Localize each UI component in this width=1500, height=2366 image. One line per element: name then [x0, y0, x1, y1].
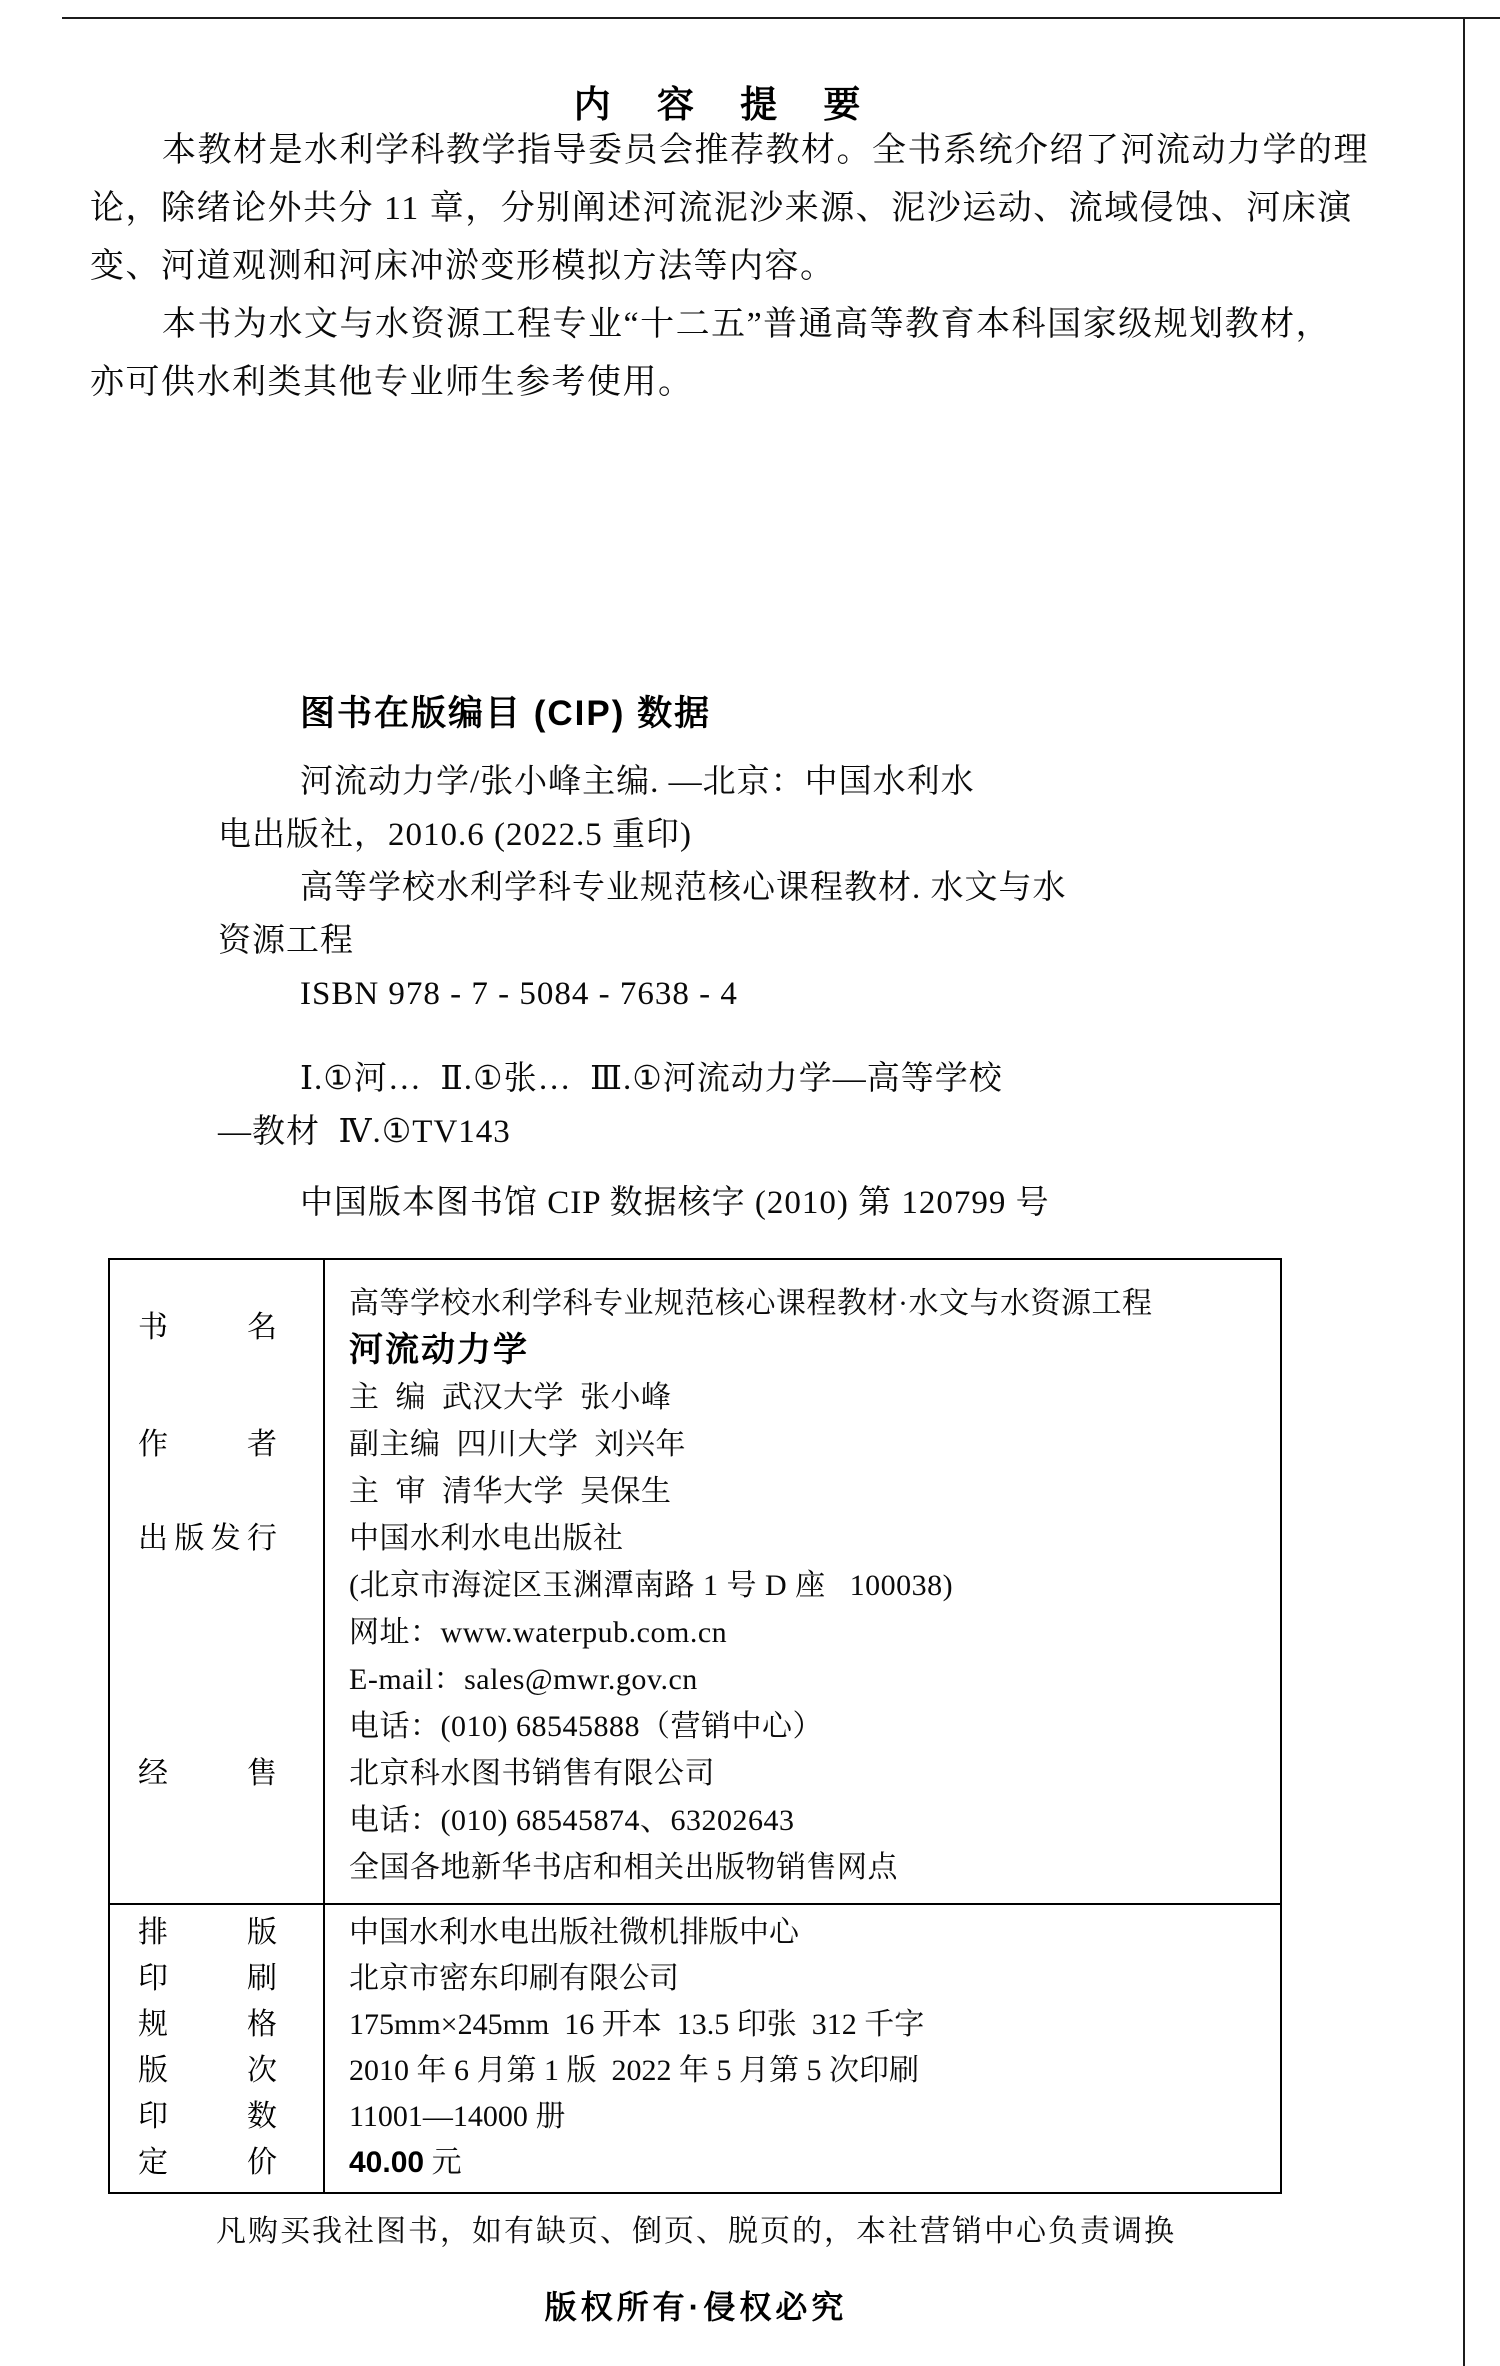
series-title: 高等学校水利学科专业规范核心课程教材·水文与水资源工程 [349, 1287, 1153, 1320]
row-label-text: 印数 [138, 2100, 277, 2133]
publisher-address: (北京市海淀区玉渊潭南路 1 号 D 座 100038) [349, 1569, 954, 1602]
print-run-value: 11001—14000 册 [349, 2100, 566, 2133]
colophon-row-authors [110, 1374, 1280, 1515]
page-edge-top-line [62, 17, 1500, 19]
row-label-text: 经售 [138, 1757, 277, 1790]
colophon-top-section [110, 1260, 1280, 1903]
chief-reviewer: 主 审 清华大学 吴保生 [349, 1475, 672, 1508]
colophon-row-printing [110, 1956, 1280, 2002]
publisher-email: E-mail：sales@mwr.gov.cn [349, 1663, 698, 1696]
colophon-row-price [110, 2140, 1280, 2186]
cip-heading: 图书在版编目 (CIP) 数据 [300, 694, 712, 733]
colophon-row-book-title [110, 1280, 1280, 1374]
colophon-row-print-run [110, 2094, 1280, 2140]
summary-line: 变、河道观测和河床冲淤变形模拟方法等内容。 [90, 248, 836, 285]
row-content [323, 1515, 1280, 1750]
row-label-text: 定价 [138, 2146, 277, 2179]
summary-line: 本书为水文与水资源工程专业“十二五”普通高等教育本科国家级规划教材， [162, 306, 1332, 343]
row-label-text: 规格 [138, 2008, 277, 2041]
chief-editor: 主 编 武汉大学 张小峰 [349, 1381, 672, 1414]
colophon-row-typesetting [110, 1910, 1280, 1956]
summary-line: 本教材是水利学科教学指导委员会推荐教材。全书系统介绍了河流动力学的理 [162, 132, 1369, 169]
publisher-website: 网址：www.waterpub.com.cn [349, 1616, 728, 1649]
row-label-text: 出版发行 [138, 1522, 277, 1555]
book-title: 河流动力学 [349, 1331, 529, 1369]
price-unit: 元 [424, 2146, 462, 2179]
colophon-row-format [110, 2002, 1280, 2048]
row-label [110, 1750, 323, 1797]
distributor-name: 北京科水图书销售有限公司 [349, 1757, 715, 1790]
row-label [110, 2094, 323, 2140]
row-content [323, 1280, 1280, 1374]
publisher-name: 中国水利水电出版社 [349, 1522, 624, 1555]
row-label [110, 1956, 323, 2002]
row-label [110, 2048, 323, 2094]
row-label-text: 版次 [138, 2054, 277, 2087]
publisher-phone: 电话：(010) 68545888（营销中心） [349, 1710, 823, 1743]
cip-line: Ⅰ.①河… Ⅱ.①张… Ⅲ.①河流动力学—高等学校 [300, 1061, 1003, 1097]
colophon-bottom-section [110, 1903, 1280, 2192]
typesetting-value: 中国水利水电出版社微机排版中心 [349, 1916, 799, 1949]
cip-record-number: 中国版本图书馆 CIP 数据核字 (2010) 第 120799 号 [300, 1185, 1050, 1221]
colophon-row-distributor [110, 1750, 1280, 1891]
cip-line: 河流动力学/张小峰主编. —北京：中国水利水 [300, 764, 975, 800]
row-label-text: 排版 [138, 1916, 277, 1949]
summary-paragraphs [90, 122, 1470, 412]
cip-line: 电出版社，2010.6 (2022.5 重印) [218, 817, 692, 853]
row-label [110, 1910, 323, 1956]
row-content [323, 1750, 1280, 1891]
row-label-text: 印刷 [138, 1962, 277, 1995]
deputy-editor: 副主编 四川大学 刘兴年 [349, 1428, 686, 1461]
cip-line: —教材 Ⅳ.①TV143 [218, 1114, 511, 1150]
row-label [110, 2002, 323, 2048]
cip-line: ISBN 978 - 7 - 5084 - 7638 - 4 [300, 976, 738, 1012]
row-label [110, 1515, 323, 1562]
colophon-row-publisher [110, 1515, 1280, 1750]
row-label [110, 1421, 323, 1468]
distributor-outlets: 全国各地新华书店和相关出版物销售网点 [349, 1851, 898, 1884]
price-number: 40.00 [349, 2146, 425, 2179]
row-label-text: 书名 [138, 1310, 277, 1344]
colophon-table [108, 1258, 1282, 2194]
price-value [323, 2140, 1280, 2186]
cip-data-block [218, 756, 1468, 1159]
row-label [110, 2140, 323, 2186]
edition-value: 2010 年 6 月第 1 版 2022 年 5 月第 5 次印刷 [349, 2054, 919, 2087]
format-value: 175mm×245mm 16 开本 13.5 印张 312 千字 [349, 2008, 925, 2041]
copyright-statement: 版权所有·侵权必究 [544, 2289, 848, 2325]
row-content [323, 1374, 1280, 1515]
row-label [110, 1304, 323, 1351]
cip-line: 资源工程 [218, 923, 354, 959]
distributor-phone: 电话：(010) 68545874、63202643 [349, 1804, 795, 1837]
row-label-text: 作者 [138, 1428, 277, 1461]
cip-line: 高等学校水利学科专业规范核心课程教材. 水文与水 [300, 870, 1067, 906]
summary-line: 亦可供水利类其他专业师生参考使用。 [90, 364, 694, 401]
summary-line: 论，除绪论外共分 11 章，分别阐述河流泥沙来源、泥沙运动、流域侵蚀、河床演 [90, 190, 1353, 227]
replacement-notice: 凡购买我社图书，如有缺页、倒页、脱页的，本社营销中心负责调换 [216, 2215, 1176, 2248]
printing-value: 北京市密东印刷有限公司 [349, 1962, 679, 1995]
colophon-row-edition [110, 2048, 1280, 2094]
summary-title: 内 容 提 要 [573, 84, 867, 125]
